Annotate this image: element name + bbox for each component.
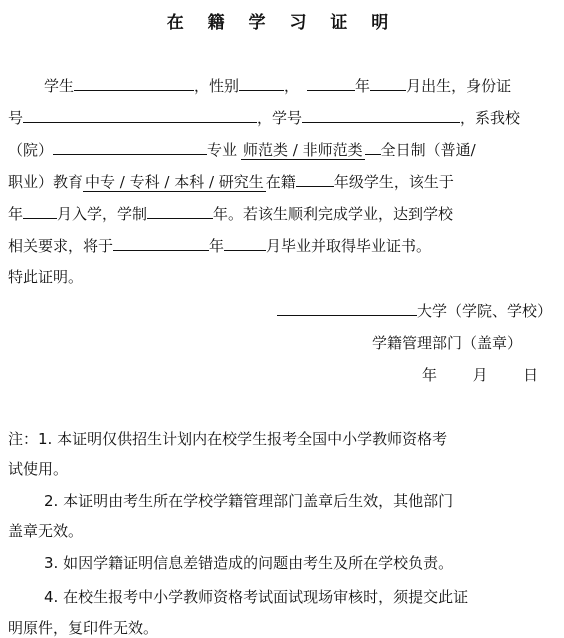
id-number-blank[interactable]: [23, 107, 257, 123]
body-line-5: [8, 203, 453, 224]
body-line-4: [8, 171, 454, 192]
university-name-blank[interactable]: [277, 300, 417, 316]
body-line-1: [44, 75, 511, 96]
date-month: 月: [472, 366, 488, 384]
date-year: 年: [422, 366, 438, 384]
text: 年级学生，该生于: [333, 173, 454, 191]
education-level-options[interactable]: 中专 / 专科 / 本科 / 研究生: [85, 173, 264, 191]
graduation-year-blank[interactable]: [113, 235, 209, 251]
text: ，系我校: [460, 109, 521, 127]
text: 月毕业并取得毕业证书。: [266, 237, 432, 255]
body-line-2: [8, 107, 520, 128]
body-line-6: [8, 235, 431, 256]
text: 特此证明。: [8, 268, 84, 286]
student-name-blank[interactable]: [74, 75, 194, 91]
text: ，学号: [257, 109, 303, 127]
document-title: 在 籍 学 习 证 明: [166, 13, 398, 33]
body-line-3: [8, 139, 476, 160]
gender-blank[interactable]: [239, 75, 284, 91]
text: 年。若该生顺利完成学业，达到学校: [213, 205, 454, 223]
note-2-line-2: 盖章无效。: [8, 522, 84, 540]
text: 号: [8, 109, 24, 127]
body-line-7: [8, 266, 83, 287]
note-4-line-1: 4. 在校生报考中小学教师资格考试面试现场审核时，须提交此证: [44, 588, 469, 606]
text: 学生: [44, 77, 75, 95]
text: 相关要求，将于: [8, 237, 114, 255]
major-blank[interactable]: [53, 139, 207, 155]
text: ，性别: [194, 77, 240, 95]
text: （院）: [8, 141, 54, 159]
department-stamp-label: 学籍管理部门（盖章）: [372, 334, 523, 352]
birth-year-blank[interactable]: [307, 75, 355, 91]
text: 全日制（普通/: [380, 141, 476, 159]
text: 月入学，学制: [57, 205, 148, 223]
date-day: 日: [523, 366, 539, 384]
text: 专业: [207, 141, 238, 159]
date-line: [422, 364, 538, 385]
note-2-line-1: 2. 本证明由考生所在学校学籍管理部门盖章后生效，其他部门: [44, 492, 454, 510]
text: 年: [209, 237, 225, 255]
birth-month-blank[interactable]: [370, 75, 406, 91]
text: 年: [8, 205, 24, 223]
duration-blank[interactable]: [147, 203, 213, 219]
text: 在籍: [265, 173, 296, 191]
text: 月出生，身份证: [406, 77, 512, 95]
note-1-line-2: 试使用。: [8, 460, 69, 478]
enroll-year-blank[interactable]: [23, 203, 57, 219]
note-3: 3. 如因学籍证明信息差错造成的问题由考生及所在学校负责。: [44, 554, 454, 572]
university-signature-line: [277, 300, 552, 321]
graduation-month-blank[interactable]: [224, 235, 266, 251]
text: ，: [284, 77, 300, 95]
student-number-blank[interactable]: [302, 107, 460, 123]
text: 职业）教育: [8, 173, 84, 191]
note-1-line-1: 注：1. 本证明仅供招生计划内在校学生报考全国中小学教师资格考: [8, 430, 448, 448]
text: 大学（学院、学校）: [417, 302, 553, 320]
grade-blank[interactable]: [296, 171, 334, 187]
text: 年: [355, 77, 371, 95]
note-4-line-2: 明原件，复印件无效。: [8, 619, 159, 637]
teacher-category-options[interactable]: 师范类 / 非师范类: [243, 141, 363, 159]
